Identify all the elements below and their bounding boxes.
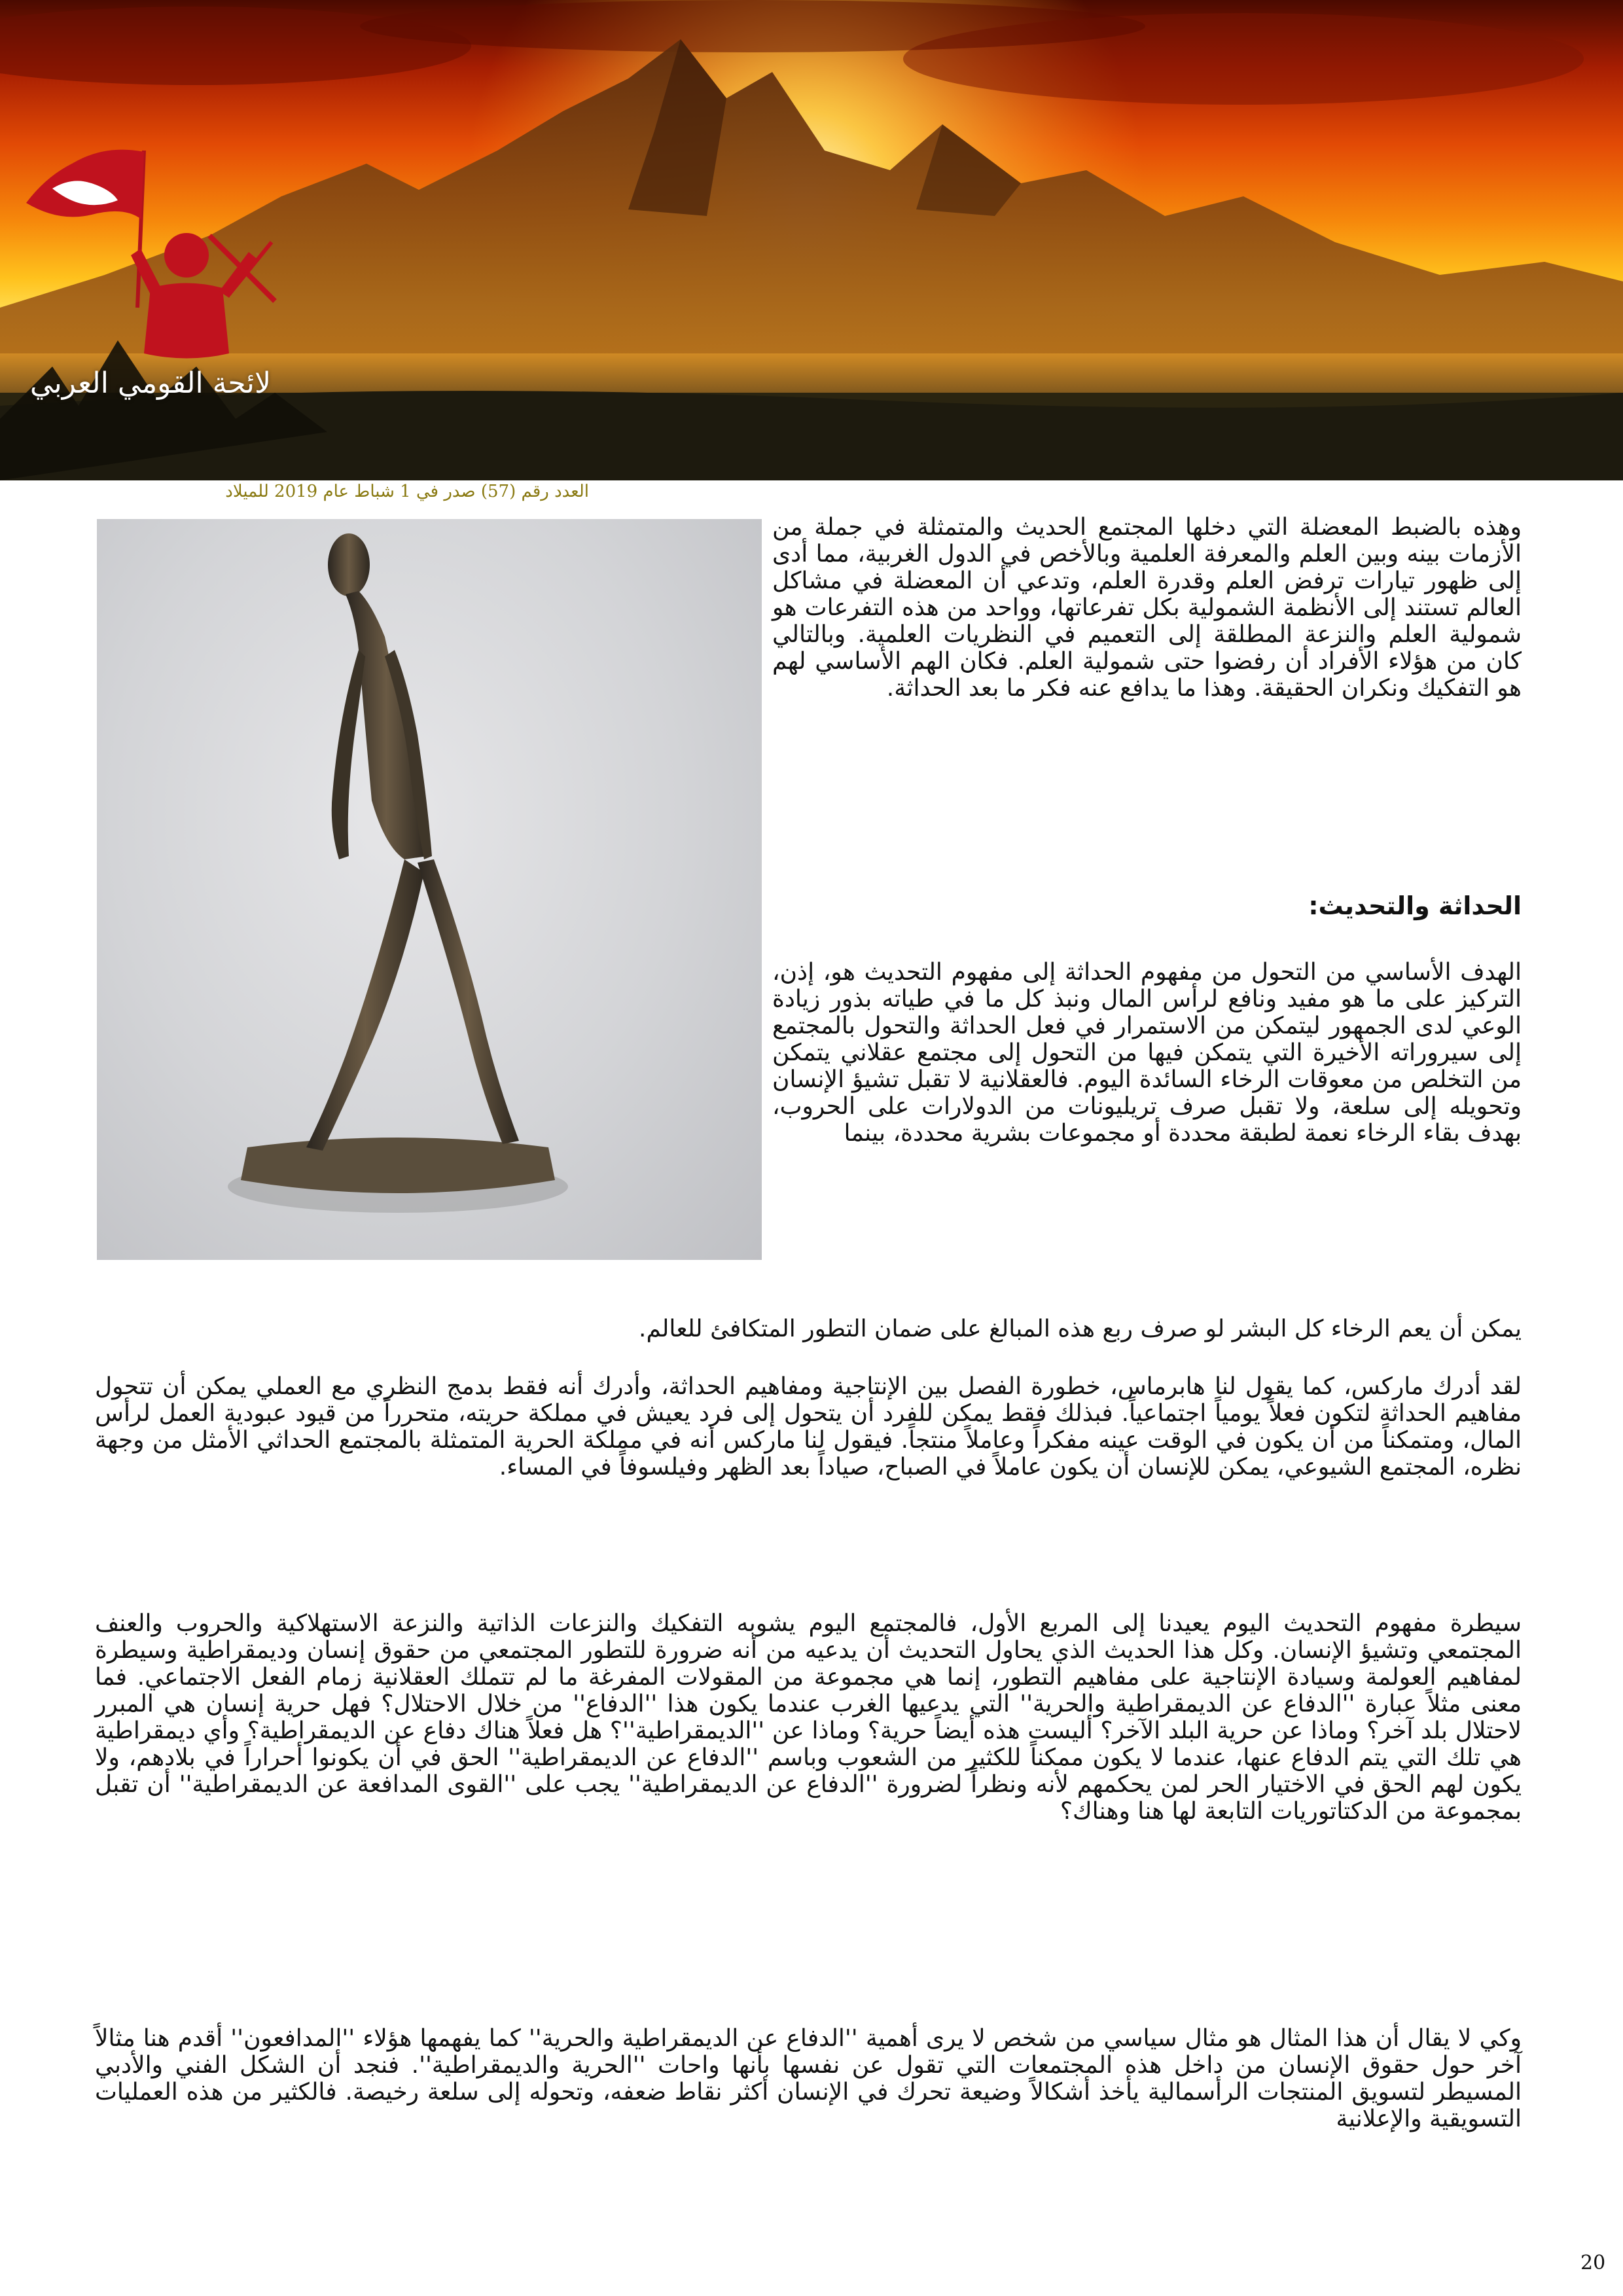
paragraph-2: الهدف الأساسي من التحول من مفهوم الحداثة إلى مفهوم التحديث هو، إذن، التركيز على ما هو مفيد ونافع لرأس المال ونبذ كل ما في طياته بذور زيادة الوعي لدى الجمهور ليتمكن من الاستمرار في فعل الحداثة والتحول بالمجتمع إلى سيروراته الأخيرة التي يتمكن فيها من التحول إلى مجتمع عقلاني يتمكن من التخلص من معوقات الرخاء السائدة اليوم. فالعقلانية لا تقبل تشيؤ الإنسان وتحويله إلى سلعة، ولا تقبل صرف تريليونات من الدولارات على الحروب، بهدف بقاء الرخاء نعمة لطبقة محددة أو مجموعات بشرية محددة، بينما xyxy=(772,959,1522,1147)
paragraph-2-tail: يمكن أن يعم الرخاء كل البشر لو صرف ربع هذه المبالغ على ضمان التطور المتكافئ للعالم. xyxy=(639,1316,1522,1342)
walking-man-sculpture-photo xyxy=(97,519,762,1260)
paragraph-5: وكي لا يقال أن هذا المثال هو مثال سياسي من شخص لا يرى أهمية ''الدفاع عن الديمقراطية والحرية'' كما يفهمها هؤلاء ''المدافعون'' أقدم هنا مثالاً آخر حول حقوق الإنسان من داخل هذه المجتمعات التي تقول عن نفسها بأنها واحات ''الحرية والديمقراطية''. فنجد أن الشكل الفني والأدبي المسيطر لتسويق المنتجات الرأسمالية يأخذ أشكالاً وضيعة تحرك في الإنسان أكثر نقاط ضعفه، وتحوله إلى سلعة رخيصة. فالكثير من هذه العمليات التسويقية والإعلانية xyxy=(95,2025,1522,2132)
header-banner xyxy=(0,0,1623,480)
section-heading: الحداثة والتحديث: xyxy=(1308,891,1522,920)
sculpture-image xyxy=(97,519,762,1260)
paragraph-4: سيطرة مفهوم التحديث اليوم يعيدنا إلى المربع الأول، فالمجتمع اليوم يشوبه التفكيك والنزعات الذاتية والنزعة الاستهلاكية والحروب والعنف المجتمعي وتشيؤ الإنسان. وكل هذا الحديث الذي يحاول التحديث أن يدعيه من أنه ضرورة للتطور المجتمعي من حقوق إنسان وديمقراطية وسيطرة لمفاهيم العولمة وسيادة الإنتاجية على مفاهيم التطور، إنما هي مجموعة من المقولات المفرغة ما لم تتملك العقلانية زمام الفعل الاجتماعي. فما معنى مثلاً عبارة ''الدفاع عن الديمقراطية والحرية'' التي يدعيها الغرب عندما يكون هذا ''الدفاع'' من خلال الاحتلال؟ فهل حرية إنسان هي المبرر لاحتلال بلد آخر؟ وماذا عن حرية البلد الآخر؟ أليست هذه أيضاً حرية؟ وماذا عن ''الديمقراطية''؟ هل فعلاً هناك دفاع عن الديمقراطية؟ وأي ديمقراطية هي تلك التي يتم الدفاع عنها، عندما لا يكون ممكناً للكثير من الشعوب وباسم ''الدفاع عن الديمقراطية'' الحق في أن يكونوا أحراراً في بلادهم، ولا يكون لهم الحق في الاختيار الحر لمن يحكمهم لأنه ونظراً لضرورة ''الدفاع عن الديمقراطية'' يجب على ''القوى المدافعة عن الديمقراطية'' أن تقبل بمجموعة من الدكتاتوريات التابعة لها هنا وهناك؟ xyxy=(95,1610,1522,1825)
page-number: 20 xyxy=(1580,2251,1606,2274)
paragraph-3: لقد أدرك ماركس، كما يقول لنا هابرماس، خطورة الفصل بين الإنتاجية ومفاهيم الحداثة، وأدرك أنه فقط بدمج النظري مع العملي يمكن أن تتحول مفاهيم الحداثة لتكون فعلاً يومياً اجتماعياً. فبذلك فقط يمكن للفرد أن يتحول إلى فرد يعيش في مملكة حريته، متحرراً من قيود عبودية العمل لرأس المال، ومتمكناً من أن يكون في الوقت عينه مفكراً وعاملاً منتجاً. فيقول لنا ماركس أنه في مملكة الحرية المتمثلة بالمجتمع الحداثي الأمثل من وجهة نظره، المجتمع الشيوعي، يمكن للإنسان أن يكون عاملاً في الصباح، صياداً بعد الظهر وفيلسوفاً في المساء. xyxy=(95,1373,1522,1480)
issue-line: العدد رقم (57) صدر في 1 شباط عام 2019 للميلاد xyxy=(225,482,589,501)
paragraph-1: وهذه بالضبط المعضلة التي دخلها المجتمع الحديث والمتمثلة في جملة من الأزمات بينه وبين العلم والمعرفة العلمية وبالأخص في الدول الغربية، مما أدى إلى ظهور تيارات ترفض العلم وقدرة العلم، وتدعي أن المعضلة في مشاكل العالم تستند إلى الأنظمة الشمولية بكل تفرعاتها، وواحد من هذه التفرعات هو شمولية العلم والنزعة المطلقة إلى التعميم في النظريات العلمية. وبالتالي كان من هؤلاء الأفراد أن رفضوا حتى شمولية العلم. فكان الهم الأساسي لهم هو التفكيك ونكران الحقيقة. وهذا ما يدافع عنه فكر ما بعد الحداثة. xyxy=(772,514,1522,702)
logo-caption: لائحة القومي العربي xyxy=(29,367,272,400)
